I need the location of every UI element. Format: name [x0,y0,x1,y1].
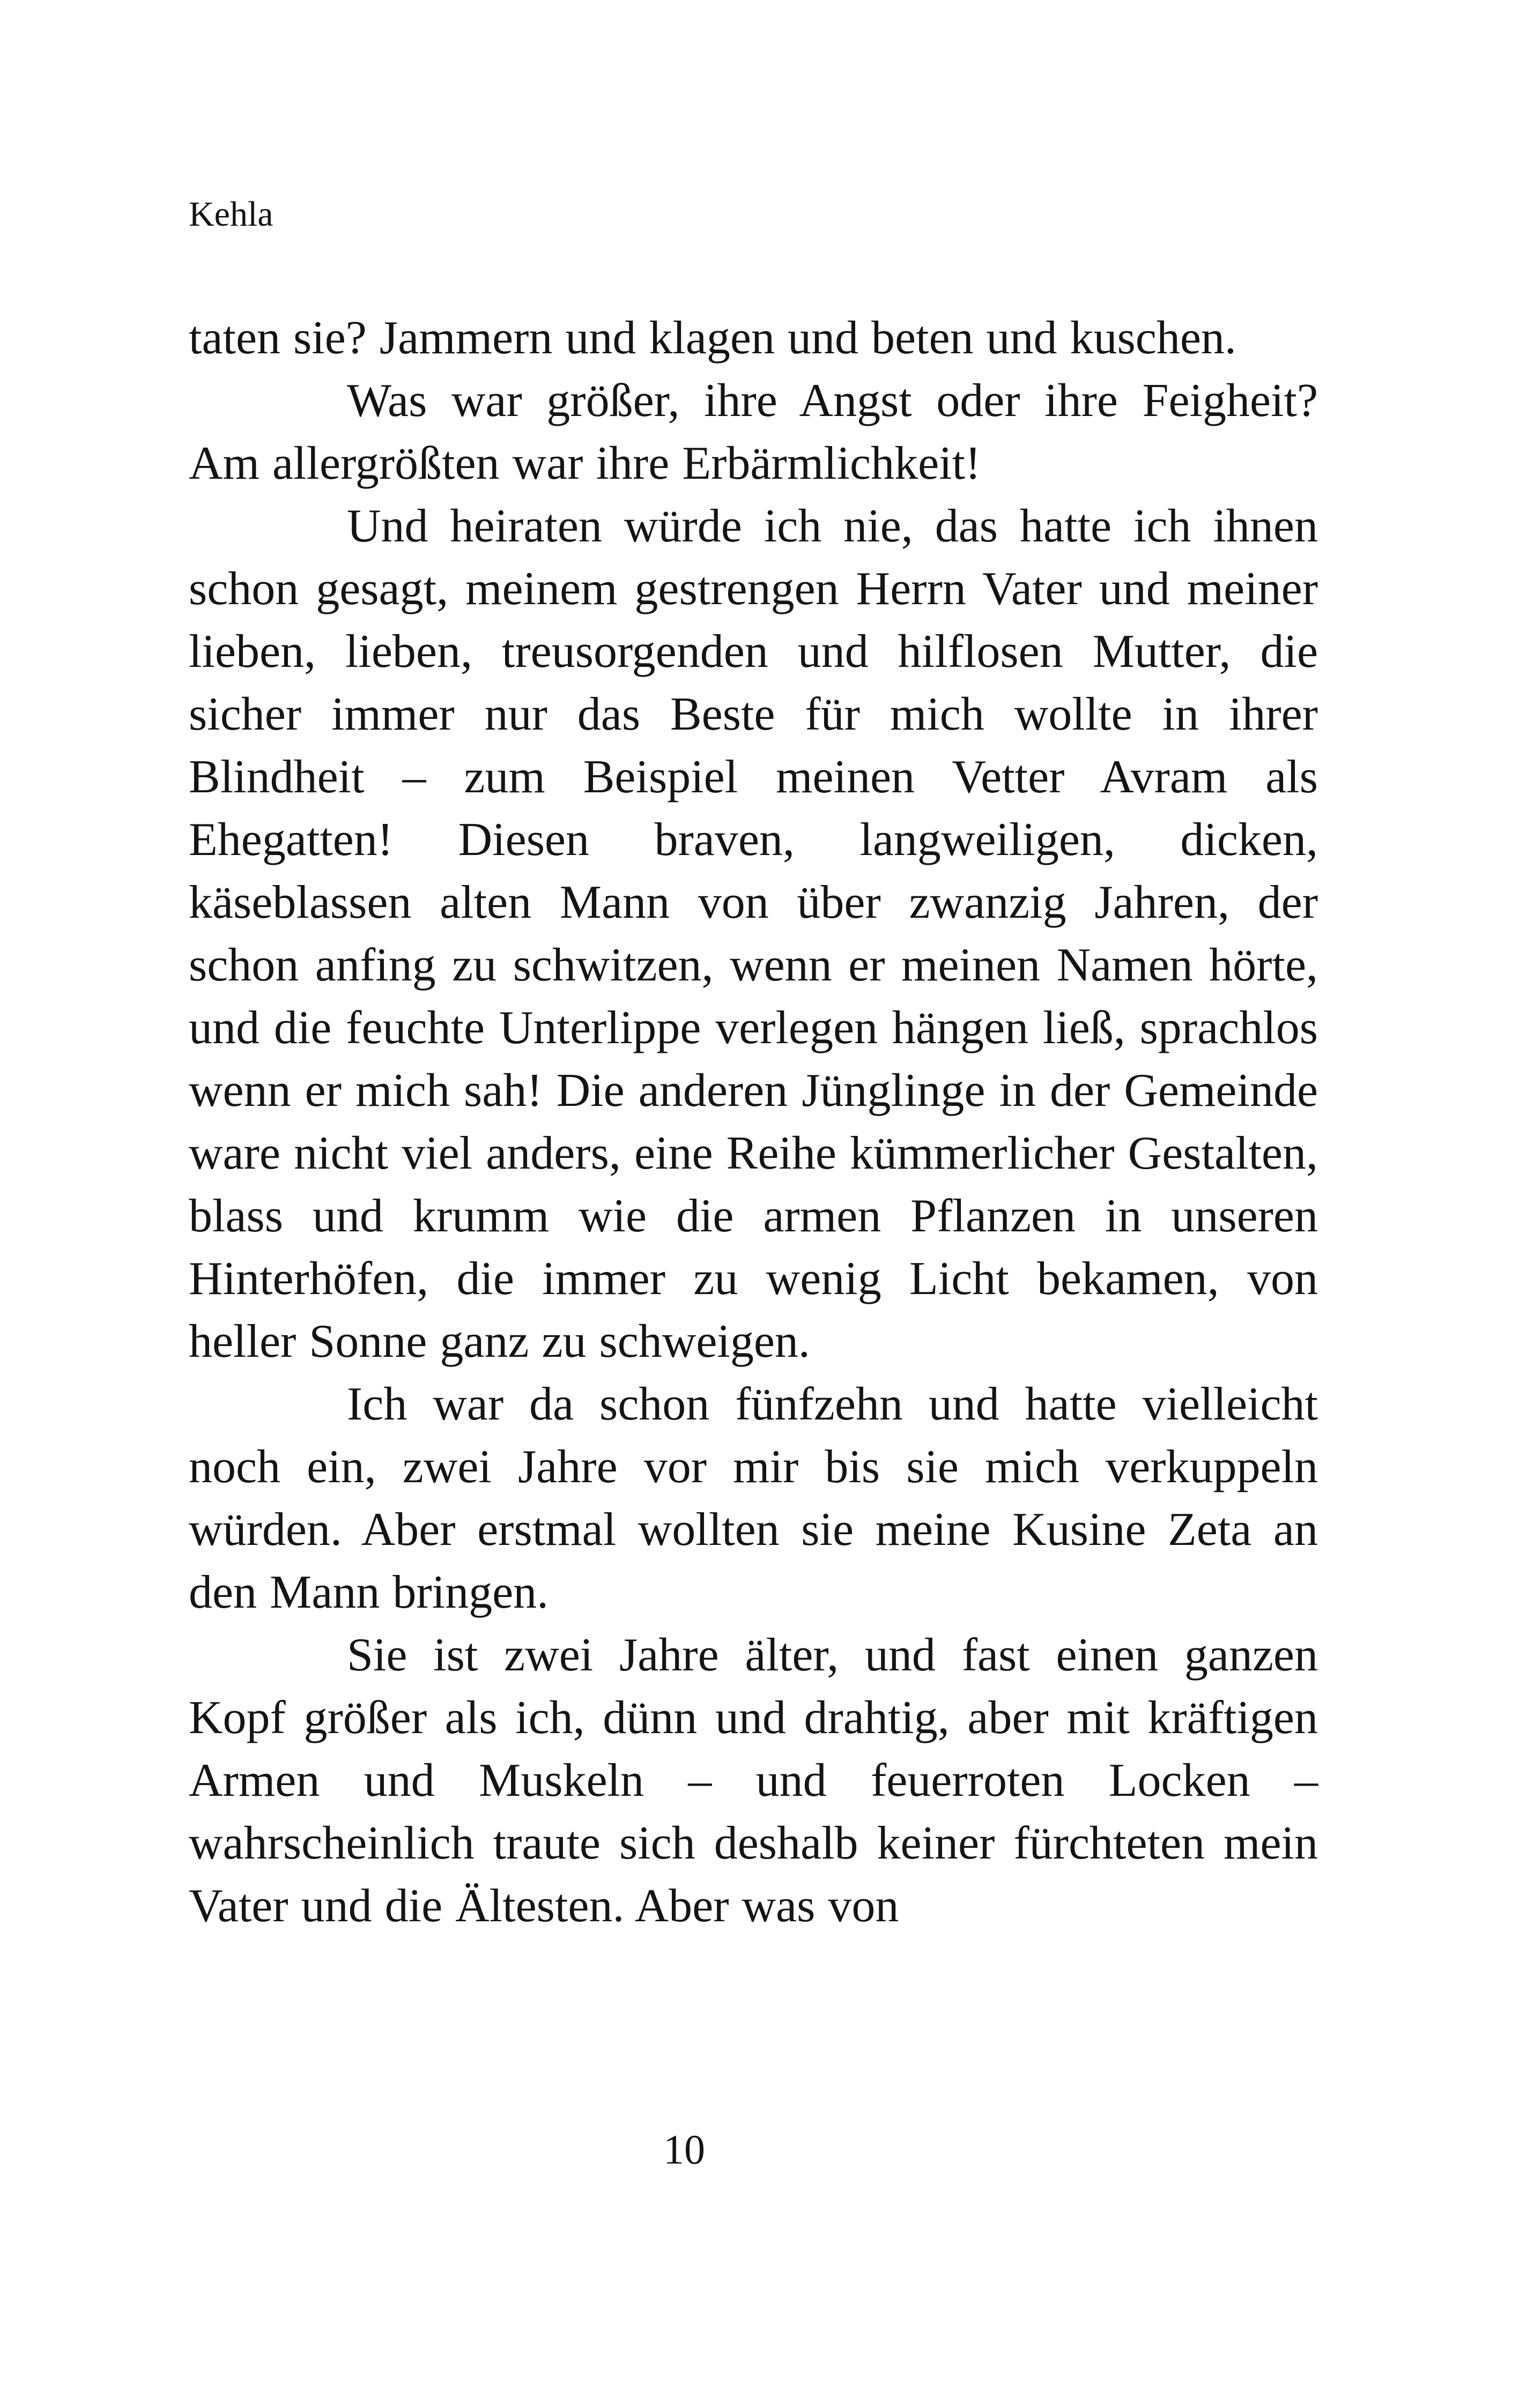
paragraph: Ich war da schon fünfzehn und hatte vielleicht noch ein, zwei Jahre vor mir bis sie mich verkuppeln würden. Aber erstmal wollten sie meine Kusine Zeta an den Mann bringen. [189,1378,1318,1618]
page-number: 10 [663,2126,705,2173]
paragraph: taten sie? Jammern und klagen und beten und kuschen. [189,312,1236,364]
paragraph: Sie ist zwei Jahre älter, und fast einen ganzen Kopf größer als ich, dünn und drahtig, aber mit kräftigen Armen und Muskeln – und feuerroten Locken – wahrscheinlich traute sich deshalb keiner fürchteten mein Vater und die Ältesten. Aber was von [189,1629,1318,1932]
paragraph: Was war größer, ihre Angst oder ihre Feigheit? Am allergrößten war ihre Erbärmlichkeit! [189,375,1318,489]
body-text [189,307,1318,1937]
running-head: Kehla [189,195,273,234]
paragraph: Und heiraten würde ich nie, das hatte ich ihnen schon gesagt, meinem gestrengen Herrn Vater und meiner lieben, lieben, treusorgenden und hilflosen Mutter, die sicher immer nur das Beste für mich wollte in ihrer Blindheit – zum Beispiel meinen Vetter Avram als Ehegatten! Diesen braven, langweiligen, dicken, käseblassen alten Mann von über zwanzig Jahren, der schon anfing zu schwitzen, wenn er meinen Namen hörte, und die feuchte Unterlippe verlegen hängen ließ, sprachlos wenn er mich sah! Die anderen Jünglinge in der Gemeinde ware nicht viel anders, eine Reihe kümmerlicher Gestalten, blass und krumm wie die armen Pflanzen in unseren Hinterhöfen, die immer zu wenig Licht bekamen, von heller Sonne ganz zu schweigen. [189,500,1318,1367]
